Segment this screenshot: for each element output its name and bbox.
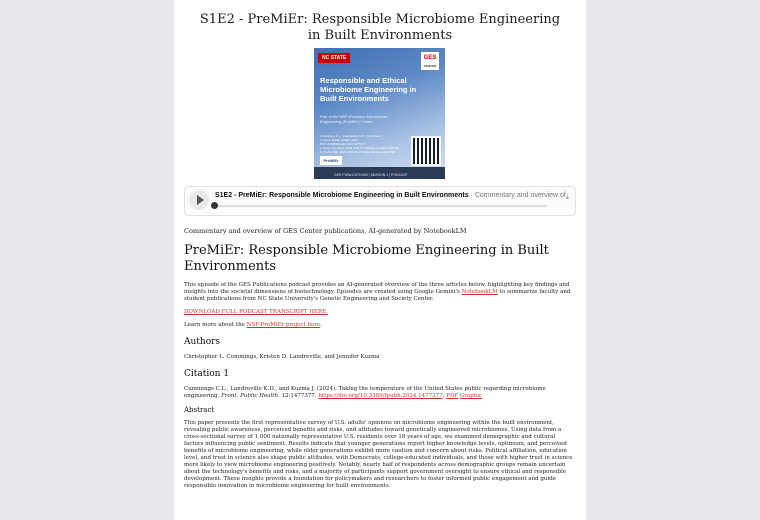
progress-bar[interactable] xyxy=(215,205,547,207)
play-button[interactable] xyxy=(189,190,209,210)
abstract-heading: Abstract xyxy=(184,406,215,414)
transcript-link[interactable]: DOWNLOAD FULL PODCAST TRANSCRIPT HERE. xyxy=(184,309,328,315)
ges-center-logo: GES CENTER xyxy=(421,52,439,70)
qr-code-icon xyxy=(411,136,441,166)
authors-heading: Authors xyxy=(184,337,221,347)
kicker: Commentary and overview of GES Center publications, AI-generated by NotebookLM xyxy=(184,227,467,235)
page-title: S1E2 - PreMiEr: Responsible Microbiome Engineering in Built Environments xyxy=(199,12,561,43)
cover-subheadline: Part of the NSF-Precision Microbiome Engineering (PreMiEr) Center xyxy=(320,114,388,124)
cover-references: Cummings, C.L., Landreville, K.D., & Kuzma, J. 1. Front. Public Health, 2024, DOI:10.3389/fpubh.2024.1477377 2. Front. Genetics, 2023, DOI:10.3389/fgene.2023.1096081 3. PLoS ONE, 2023, DOI:10.1371/journal.pone.0281792 xyxy=(320,134,400,154)
article-content xyxy=(184,228,576,496)
article-heading: PreMiEr: Responsible Microbiome Engineering in Built Environments xyxy=(184,243,549,274)
authors-text: Christopher L. Cummings, Kristen D. Landreville, and Jennifer Kuzma xyxy=(184,354,380,360)
pdf-link[interactable]: PDF xyxy=(446,393,459,399)
premier-logo: PreMiEr xyxy=(320,156,342,165)
notebooklm-link[interactable]: NotebookLM xyxy=(461,289,498,295)
transcript-paragraph xyxy=(184,309,576,316)
progress-knob[interactable] xyxy=(211,202,218,209)
cover-headline: Responsible and Ethical Microbiome Engineering in Built Environments xyxy=(320,76,417,103)
download-icon[interactable]: ⤓ xyxy=(565,192,569,201)
abstract-text: This paper presents the first representative survey of U.S. adults' opinions on microbiome engineering within the built environment, revealing public awareness, perceived benefits and risks, and attitudes toward genetically engineered microbiomes. Using data from a cross-sectional survey of 1,000 nationally representative U.S. residents over 18 years of age, we examined demographic and cultural factors influencing public sentiment. Results indicate that younger generations report higher knowledge levels, optimism, and perceived benefits of microbiome engineering, while older generations exhibit more caution and concern about risks. Political affiliation, education level, and trust in science also shape public attitudes, with Democrats, college-educated individuals, and those with higher trust in science more likely to view microbiome engineering positively. Notably, nearly half of respondents across demographic groups remain uncertain about the technology's benefits and risks, and a majority of participants support government oversight to ensure ethical and responsible development. These insights provide a foundation for policymakers and researchers to foster informed public engagement and guide responsible innovation in microbiome engineering for built environments. xyxy=(184,420,573,489)
doi-link[interactable]: https://doi.org/10.3389/fpubh.2024.1477377 xyxy=(318,393,443,399)
citation-heading: Citation 1 xyxy=(184,369,230,379)
cover-footer-text: GES PUBLICATIONS | SEASON 1 | PODCAST xyxy=(334,173,408,177)
player-episode-title: S1E2 - PreMiEr: Responsible Microbiome Engineering in Built Environments · Commentary and overview of xyxy=(215,192,566,199)
intro-paragraph: This episode of the GES Publications podcast provides an AI-generated overview of the three articles below, highlighting key findings and insights into the societal dimensions of biotechnology. Episodes are created using Google Gemini's NotebookLM to summarize faculty and student publications from NC State University's Genetic Engineering and Society Center. xyxy=(184,282,571,302)
premier-project-link[interactable]: NSF-PreMiEr project here xyxy=(246,322,321,328)
ncstate-logo: NC STATE xyxy=(318,53,350,63)
article-page xyxy=(174,0,586,520)
learn-more-paragraph: Learn more about the NSF-PreMiEr project here. xyxy=(184,322,322,328)
citation-text: Cummings C.L., Landreville K.D., and Kuzma J. (2024). Taking the temperature of the United States public regarding microbiome engineering. Front. Public Health. 12:1477377. https://doi.org/10.3389/fpubh.2024.1477377. PDF Graphic xyxy=(184,386,546,399)
graphic-link[interactable]: Graphic xyxy=(459,393,483,399)
podcast-cover-image xyxy=(314,48,445,179)
podcast-player xyxy=(184,186,576,216)
